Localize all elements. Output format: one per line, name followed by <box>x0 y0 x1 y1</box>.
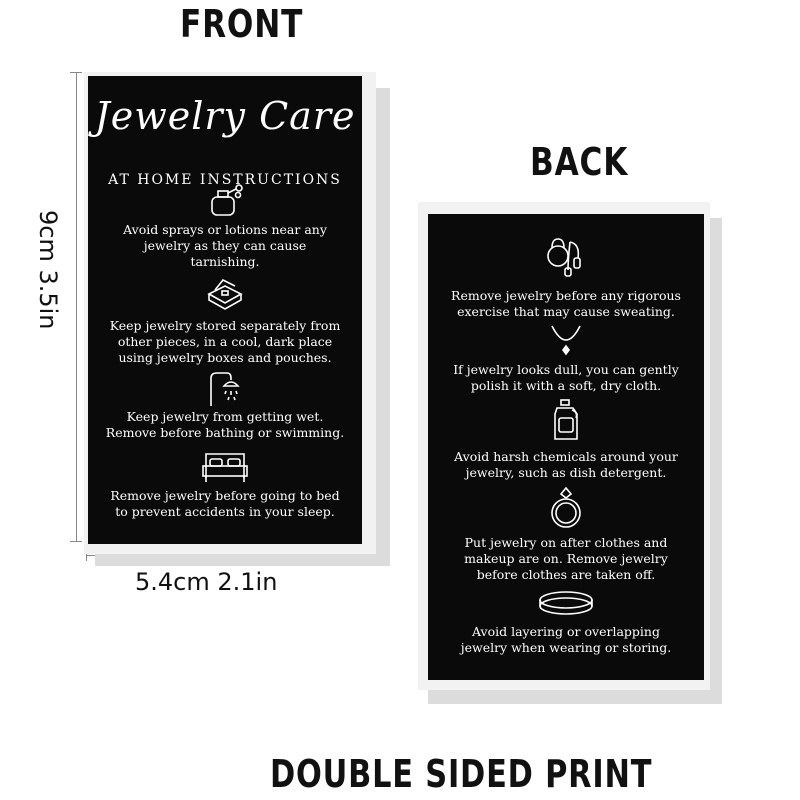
back-item-2-text <box>428 362 704 394</box>
front-item-1-line-1: Avoid sprays or lotions near any <box>123 222 327 237</box>
back-item-3-line-2: jewelry, such as dish detergent. <box>465 465 667 480</box>
back-item-5-text <box>428 624 704 656</box>
front-item-4-text <box>88 488 362 520</box>
height-dimension-text: 9cm 3.5in <box>34 210 62 330</box>
front-item-3-text <box>88 409 362 441</box>
back-item-5-line-2: jewelry when wearing or storing. <box>460 640 672 655</box>
back-item-5-line-1: Avoid layering or overlapping <box>472 624 660 639</box>
back-item-3-line-1: Avoid harsh chemicals around your <box>454 449 678 464</box>
ring-icon <box>548 486 584 530</box>
height-dimension-tick-bottom <box>70 541 82 542</box>
back-label: BACK <box>530 140 629 184</box>
front-item-3-line-2: Remove before bathing or swimming. <box>105 425 345 440</box>
front-item-1-text <box>88 222 362 270</box>
back-item-4-text <box>428 535 704 583</box>
double-sided-print-label: DOUBLE SIDED PRINT <box>270 752 653 796</box>
necklace-icon <box>548 324 584 356</box>
front-item-2-line-1: Keep jewelry stored separately from <box>109 318 341 333</box>
back-item-4-line-1: Put jewelry on after clothes and <box>464 535 668 550</box>
front-item-3-line-1: Keep jewelry from getting wet. <box>126 409 324 424</box>
detergent-bottle-icon <box>550 398 582 442</box>
back-item-4-line-3: before clothes are taken off. <box>476 567 656 582</box>
front-item-2-line-3: using jewelry boxes and pouches. <box>118 350 332 365</box>
front-item-2-line-2: other pieces, in a cool, dark place <box>117 334 333 349</box>
back-item-3-text <box>428 449 704 481</box>
perfume-bottle-icon <box>205 183 245 217</box>
height-dimension-tick-top <box>70 72 82 73</box>
front-item-4-line-1: Remove jewelry before going to bed <box>110 488 340 503</box>
back-item-1-line-2: exercise that may cause sweating. <box>457 304 675 319</box>
front-item-2-text <box>88 318 362 366</box>
front-item-1-line-2: jewelry as they can cause <box>143 238 307 253</box>
front-card <box>88 76 362 544</box>
height-dimension-line <box>76 72 77 542</box>
jewelry-box-icon <box>205 276 245 310</box>
back-item-4-line-2: makeup are on. Remove jewelry <box>464 551 668 566</box>
back-item-1-text <box>428 288 704 320</box>
front-subtitle: AT HOME INSTRUCTIONS <box>108 172 342 188</box>
front-item-4-line-2: to prevent accidents in your sleep. <box>115 504 335 519</box>
back-card <box>428 214 704 680</box>
back-item-2-line-2: polish it with a soft, dry cloth. <box>470 378 662 393</box>
shower-icon <box>205 370 245 408</box>
front-item-1-line-3: tarnishing. <box>190 254 260 269</box>
bed-icon <box>200 448 250 484</box>
back-item-1-line-1: Remove jewelry before any rigorous <box>451 288 681 303</box>
front-label: FRONT <box>180 2 304 46</box>
back-item-2-line-1: If jewelry looks dull, you can gently <box>453 362 679 377</box>
bracelet-icon <box>536 588 596 618</box>
width-dimension-text: 5.4cm 2.1in <box>135 568 278 596</box>
kettlebell-jump-rope-icon <box>544 236 588 278</box>
front-title: Jewelry Care <box>94 94 356 138</box>
